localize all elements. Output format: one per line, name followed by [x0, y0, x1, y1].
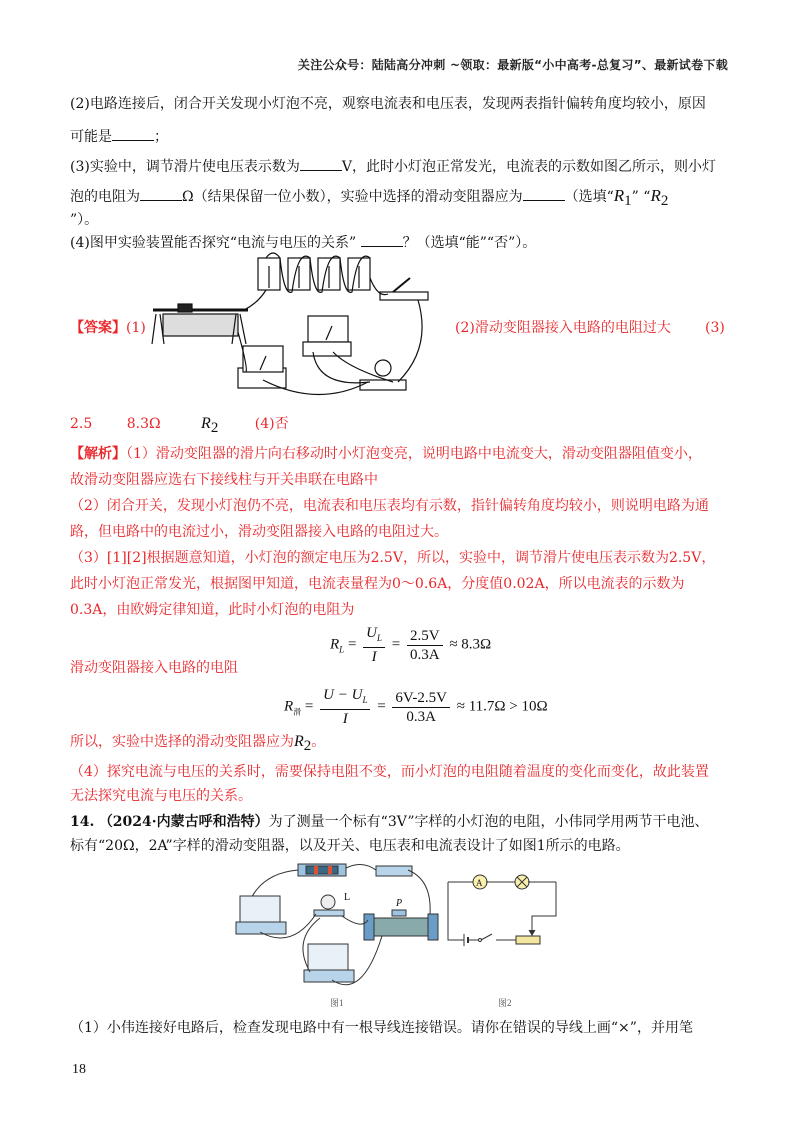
eq-numerator: U [366, 625, 377, 641]
answer-blank [300, 156, 342, 171]
figure-2-caption: 图2 [498, 998, 512, 1008]
battery-cells [258, 253, 370, 292]
figure-1-circuit-photo [232, 860, 462, 1010]
analysis-p4-line-1: （4）探究电流与电压的关系时，需要保持电阻不变，而小灯泡的电阻随着温度的变化而变化，故此装置 [70, 764, 709, 780]
eq-result: ≈ 8.3Ω [449, 636, 492, 653]
eq-symbol: R [284, 698, 294, 715]
question-3-text-cont: V，此时小灯泡正常发光，电流表的示数如图乙所示，则小灯 [341, 159, 716, 175]
answer-blank [140, 186, 182, 201]
eq-subscript: 滑 [293, 707, 302, 717]
question-14-sub-1: （1）小伟连接好电路后，检查发现电路中有一根导线连接错误。请你在错误的导线上画“×”，并用笔 [70, 1020, 693, 1036]
question-3-text: 泡的电阻为 [70, 189, 140, 205]
fraction [407, 627, 443, 664]
fraction [392, 689, 450, 726]
analysis-p3-line-2: 此时小灯泡正常发光，根据图甲知道，电流表量程为0～0.6A，分度值0.02A，所以电流表的示数为 [70, 576, 685, 592]
question-number: 14. [70, 814, 95, 830]
eq-denominator: 0.3A [406, 708, 436, 725]
eq-subscript: L [339, 644, 345, 655]
answer-rheostat-symbol: R [201, 415, 211, 432]
question-14-line-2: 标有“20Ω，2A”字样的滑动变阻器，以及开关、电压表和电流表设计了如图1所示的电路。 [70, 838, 630, 854]
answer-label: 【答案】 [70, 320, 126, 336]
fraction [363, 624, 385, 666]
analysis-p4-line-2: 无法探究电流与电压的关系。 [70, 788, 252, 804]
analysis-p2-line-1: （2）闭合开关，发现小灯泡仍不亮，电流表和电压表均有示数，指针偏转角度均较小，则说明电路为通 [70, 498, 709, 514]
answer-row-2 [70, 414, 289, 438]
question-3-text-mid: Ω（结果保留一位小数），实验中选择的滑动变阻器应为 [182, 189, 523, 205]
question-3-line-3: ”）。 [70, 212, 99, 228]
eq-numerator: 6V-2.5V [392, 689, 450, 708]
answer-rheostat-subscript: 2 [210, 419, 219, 436]
r1-subscript: 1 [624, 192, 632, 209]
eq-denominator: 0.3A [409, 646, 440, 663]
analysis-p3-line-1: （3）[1][2]根据题意知道，小灯泡的额定电压为2.5V，所以，实验中，调节滑片使电压表示数为2.5V， [70, 550, 716, 566]
answer-blank [523, 186, 565, 201]
fraction [320, 686, 370, 728]
question-2-line-1: (2)电路连接后，闭合开关发现小灯泡不亮，观察电流表和电压表，发现两表指针偏转角度均较小，原因 [70, 96, 706, 112]
question-2-suffix: ； [154, 129, 168, 145]
answer-part-1: (1) [126, 320, 146, 336]
eq-numerator: 2.5V [407, 627, 443, 646]
ammeter-label: A [476, 878, 483, 888]
page-header-banner: 关注公众号：陆陆高分冲刺 ~领取：最新版“小中高考-总复习”、最新试卷下载 [297, 58, 728, 72]
eq-numerator: U − U [323, 687, 363, 703]
r2-symbol: R [650, 186, 661, 205]
question-source: （2024·内蒙古呼和浩特） [98, 814, 269, 830]
question-3-line-1 [70, 156, 716, 177]
figure-1-caption: 图1 [330, 998, 344, 1008]
r2-subscript: 2 [303, 737, 312, 754]
answer-part-3: (3) [705, 320, 725, 336]
circuit-diagram-jia [148, 248, 438, 406]
equation-rheostat-resistance: $R_滑$ = $\frac{U - U_L}{I}$ = $\frac{6V-2.5V}{0.3A}$ ≈ 11.7Ω > 10Ω [284, 687, 548, 727]
analysis-p1-line-1 [70, 444, 702, 464]
analysis-text-end: 。 [311, 734, 326, 750]
answer-blank [361, 232, 403, 247]
analysis-text: （1）滑动变阻器的滑片向右移动时小灯泡变亮，说明电路中电流变大，滑动变阻器阻值变小， [126, 446, 702, 462]
eq-subscript: L [362, 695, 368, 705]
answer-part-4: (4)否 [254, 416, 289, 432]
analysis-p3-line-5 [70, 732, 325, 756]
analysis-label: 【解析】 [70, 446, 126, 462]
analysis-p1-line-2: 故滑动变阻器应选右下接线柱与开关串联在电路中 [70, 472, 378, 488]
analysis-p3-line-4: 滑动变阻器接入电路的电阻 [70, 660, 238, 676]
question-14-text: 为了测量一个标有“3V”字样的小灯泡的电阻，小伟同学用两节干电池、 [268, 814, 709, 830]
analysis-p2-line-2: 路，但电路中的电流过小，滑动变阻器接入电路的电阻过大。 [70, 524, 448, 540]
question-4-text: (4)图甲实验装置能否探究“电流与电压的关系” [70, 235, 357, 251]
answer-blank [112, 126, 154, 141]
question-3-choice-prefix: （选填“ [564, 189, 614, 205]
r1-symbol: R [613, 186, 625, 205]
r2-symbol: R [294, 733, 304, 750]
question-2-line-2 [70, 126, 168, 147]
question-3-text: (3)实验中，调节滑片使电压表示数为 [70, 159, 300, 175]
eq-symbol: R [330, 636, 340, 653]
question-2-text: 可能是 [70, 129, 112, 145]
question-4-suffix: ？（选填“能”“否”）。 [402, 235, 537, 251]
answer-part-2: (2)滑动变阻器接入电路的电阻过大 [455, 320, 671, 336]
equation-lamp-resistance: $R_L$ = $\frac{U_L}{I}$ = $\frac{2.5V}{0.3A}$ ≈ 8.3Ω [330, 625, 492, 665]
r2-subscript: 2 [660, 192, 669, 209]
answer-resistance: 8.3Ω [126, 416, 161, 432]
question-3-line-2 [70, 186, 668, 211]
answer-voltage: 2.5 [70, 416, 93, 432]
figure-2-circuit-schematic [440, 862, 580, 1010]
choice-separator: ” “ [631, 189, 651, 205]
eq-denominator: I [371, 649, 377, 665]
eq-result: ≈ 11.7Ω > 10Ω [456, 698, 548, 715]
page-number: 18 [72, 1062, 86, 1077]
eq-subscript: L [377, 633, 383, 643]
svg-text:L: L [344, 892, 351, 903]
svg-text:P: P [396, 898, 403, 909]
answer-label-line [70, 318, 146, 338]
question-14-line-1 [70, 812, 709, 832]
analysis-p3-line-3: 0.3A，由欧姆定律知道，此时小灯泡的电阻为 [70, 602, 355, 618]
analysis-text: 所以，实验中选择的滑动变阻器应为 [70, 734, 294, 750]
eq-denominator: I [342, 711, 348, 727]
